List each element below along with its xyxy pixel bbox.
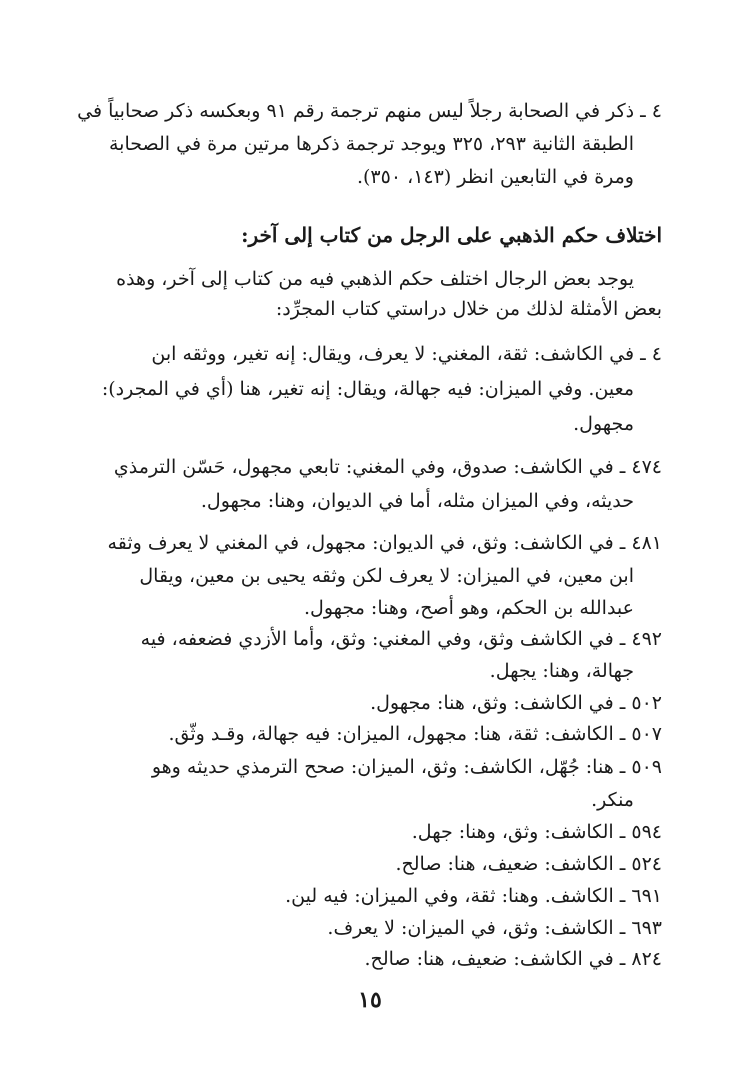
entry-line: ٨٢٤ ـ في الكاشف: ضعيف، هنا: صالح. — [364, 948, 662, 970]
entry-line: ٥٠٩ ـ هنا: جُهّل، الكاشف: وثق، الميزان: صحح الترمذي حديثه وهو — [151, 756, 662, 778]
entry-line: مجهول. — [573, 413, 634, 435]
entry-line: ٤٧٤ ـ في الكاشف: صدوق، وفي المغني: تابعي مجهول، حَسّن الترمذي — [113, 456, 662, 478]
entry-line: منكر. — [591, 789, 634, 811]
entry-line: ٦٩٣ ـ الكاشف: وثق، في الميزان: لا يعرف. — [327, 917, 662, 939]
para1-line-1: ٤ ـ ذكر في الصحابة رجلاً ليس منهم ترجمة رقم ٩١ وبعكسه ذكر صحابياً في — [77, 100, 662, 122]
entry-line: ابن معين، في الميزان: لا يعرف لكن وثقه يحيى بن معين، ويقال — [139, 565, 634, 587]
entry-line: جهالة، وهنا: يجهل. — [489, 660, 634, 682]
page-number: ١٥ — [358, 987, 382, 1013]
entry-line: ٥٠٧ ـ الكاشف: ثقة، هنا: مجهول، الميزان: فيه جهالة، وقـد وثّق. — [168, 723, 662, 745]
entry-line: ٥٠٢ ـ في الكاشف: وثق، هنا: مجهول. — [370, 692, 662, 714]
para1-line-3: ومرة في التابعين انظر (١٤٣، ٣٥٠). — [356, 166, 634, 188]
entry-line: ٥٢٤ ـ الكاشف: ضعيف، هنا: صالح. — [395, 853, 662, 875]
section-heading: اختلاف حكم الذهبي على الرجل من كتاب إلى آخر: — [241, 223, 662, 247]
entry-line: ٤ ـ في الكاشف: ثقة، المغني: لا يعرف، ويقال: إنه تغير، ووثقه ابن — [151, 343, 662, 365]
entry-line: معين. وفي الميزان: فيه جهالة، ويقال: إنه تغير، هنا (أي في المجرد): — [101, 378, 634, 400]
intro-line-1: يوجد بعض الرجال اختلف حكم الذهبي فيه من كتاب إلى آخر، وهذه — [116, 268, 634, 290]
entry-line: ٥٩٤ ـ الكاشف: وثق، وهنا: جهل. — [411, 821, 662, 843]
entry-line: ٦٩١ ـ الكاشف. وهنا: ثقة، وفي الميزان: فيه لين. — [285, 885, 662, 907]
entry-line: ٤٩٢ ـ في الكاشف وثق، وفي المغني: وثق، وأما الأزدي فضعفه، فيه — [140, 628, 662, 650]
entry-line: ٤٨١ ـ في الكاشف: وثق، في الديوان: مجهول، في المغني لا يعرف وثقه — [107, 532, 662, 554]
entry-line: حديثه، وفي الميزان مثله، أما في الديوان، وهنا: مجهول. — [200, 490, 634, 512]
para1-line-2: الطبقة الثانية ٢٩٣، ٣٢٥ ويوجد ترجمة ذكرها مرتين مرة في الصحابة — [109, 133, 634, 155]
entry-line: عبدالله بن الحكم، وهو أصح، وهنا: مجهول. — [304, 597, 634, 619]
intro-line-2: بعض الأمثلة لذلك من خلال دراستي كتاب المجرِّد: — [275, 298, 662, 320]
